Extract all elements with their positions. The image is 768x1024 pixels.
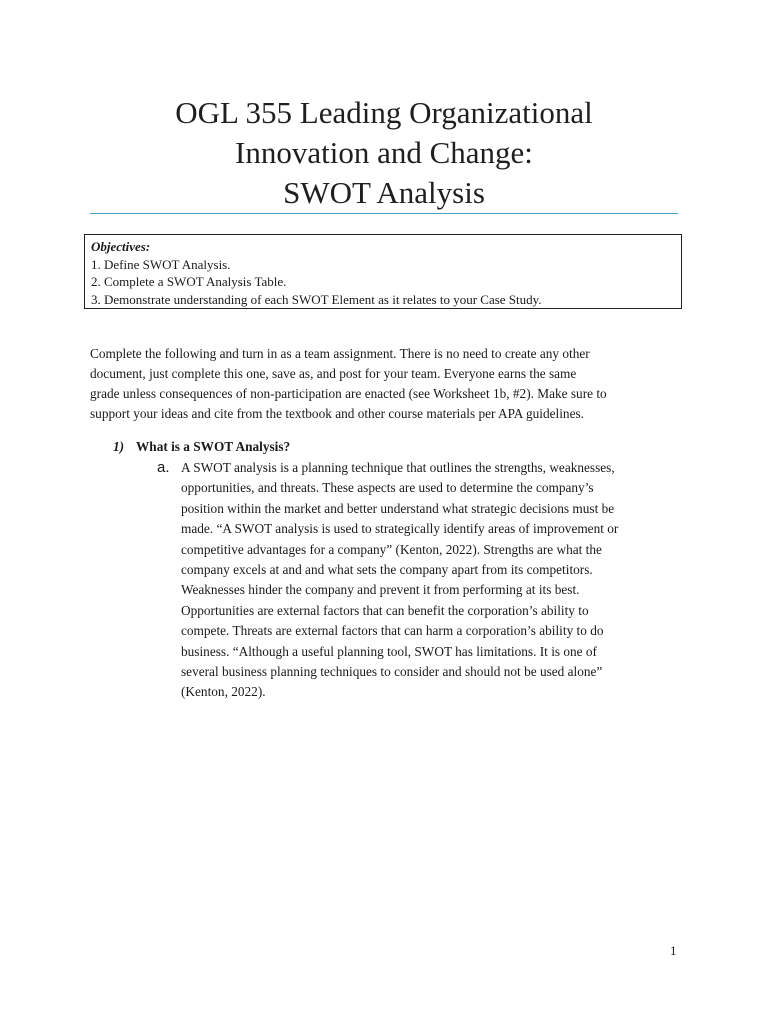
question-text: What is a SWOT Analysis?: [136, 439, 291, 454]
title-divider: [90, 213, 678, 214]
intro-line: grade unless consequences of non-participation are enacted (see Worksheet 1b, #2). Make sure to: [90, 386, 607, 401]
intro-line: support your ideas and cite from the textbook and other course materials per APA guidelines.: [90, 406, 584, 421]
answer-line: (Kenton, 2022).: [181, 684, 266, 700]
intro-line: Complete the following and turn in as a team assignment. There is no need to create any other: [90, 346, 590, 361]
question-heading: [113, 437, 290, 457]
answer-paragraph: [181, 458, 681, 703]
answer-line: company excels at and and what sets the company apart from its competitors.: [181, 562, 593, 578]
answer-line: Weaknesses hinder the company and prevent it from performing at its best.: [181, 582, 580, 598]
page-number: 1: [670, 943, 677, 958]
answer-line: compete. Threats are external factors that can harm a corporation’s ability to do: [181, 623, 604, 639]
answer-line: competitive advantages for a company” (Kenton, 2022). Strengths are what the: [181, 541, 602, 557]
objectives-box: [84, 234, 682, 309]
objectives-heading: Objectives:: [91, 239, 151, 254]
objective-item: 1. Define SWOT Analysis.: [91, 256, 231, 272]
title-line: Innovation and Change:: [235, 135, 533, 170]
answer-line: business. “Although a useful planning tool, SWOT has limitations. It is one of: [181, 643, 597, 659]
question-number: 1): [113, 439, 125, 454]
answer-line: opportunities, and threats. These aspects are used to determine the company’s: [181, 480, 594, 496]
title-line: OGL 355 Leading Organizational: [175, 95, 593, 130]
document-title: [0, 93, 768, 213]
objective-item: 3. Demonstrate understanding of each SWOT Element as it relates to your Case Study.: [91, 291, 542, 307]
answer-list-marker: a.: [157, 459, 170, 476]
answer-line: Opportunities are external factors that can benefit the corporation’s ability to: [181, 602, 589, 618]
intro-paragraph: [90, 344, 690, 424]
intro-line: document, just complete this one, save as, and post for your team. Everyone earns the same: [90, 366, 577, 381]
answer-line: several business planning techniques to consider and should not be used alone”: [181, 664, 603, 680]
answer-line: position within the market and better understand what strategic decisions must be: [181, 500, 615, 516]
title-line: SWOT Analysis: [283, 175, 485, 210]
objective-item: 2. Complete a SWOT Analysis Table.: [91, 274, 287, 289]
answer-line: made. “A SWOT analysis is used to strategically identify areas of improvement or: [181, 521, 619, 537]
answer-line: A SWOT analysis is a planning technique that outlines the strengths, weaknesses,: [181, 460, 615, 475]
